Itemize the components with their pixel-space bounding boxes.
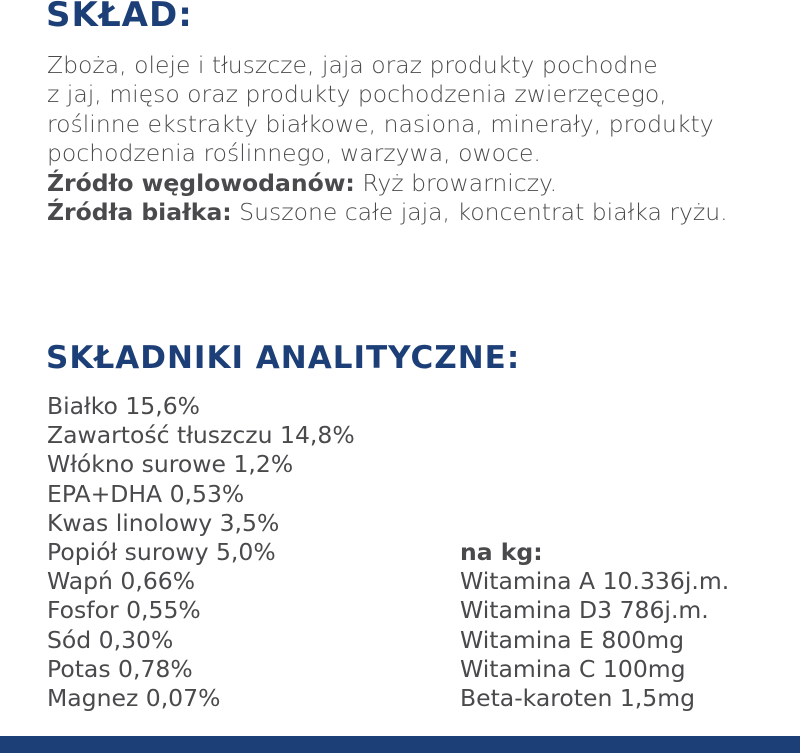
carbohydrate-source-value: Ryż browarniczy. [354,168,558,197]
vitamin-item: Beta-karoten 1,5mg [460,684,696,713]
analytical-item: Potas 0,78% [47,654,193,683]
analytical-list [47,392,355,713]
vitamin-item: Witamina A 10.336j.m. [460,567,730,596]
analytical-item: Popiół surowy 5,0% [47,538,276,567]
composition-line: z jaj, mięso oraz produkty pochodzenia zwierzęcego, [47,80,667,109]
analytical-item: Kwas linolowy 3,5% [47,508,280,537]
analytical-item: Włókno surowe 1,2% [47,450,294,479]
protein-source-value: Suszone całe jaja, koncentrat białka ryżu. [231,198,728,227]
carbohydrate-source-label: Źródło węglowodanów: [47,168,355,197]
composition-line: Zboża, oleje i tłuszcze, jaja oraz produkty pochodne [47,51,658,79]
vitamin-item: Witamina D3 786j.m. [460,596,709,625]
protein-source-line [47,198,787,227]
vitamin-list [460,538,729,713]
analytical-item: Fosfor 0,55% [47,596,201,625]
analytical-item: Sód 0,30% [47,625,174,654]
composition-line: roślinne ekstrakty białkowe, nasiona, minerały, produkty [47,109,714,138]
composition-heading: SKŁAD: [46,0,193,35]
analytical-item: Magnez 0,07% [47,684,221,713]
per-kg-title: na kg: [460,538,543,566]
composition-text [47,51,787,227]
vitamin-item: Witamina C 100mg [460,654,686,683]
analytical-item: Białko 15,6% [47,392,201,420]
bottom-bar [0,736,800,753]
composition-line: pochodzenia roślinnego, warzywa, owoce. [47,139,541,168]
carbohydrate-source-line [47,169,787,198]
analytical-constituents-heading: SKŁADNIKI ANALITYCZNE: [46,340,521,376]
vitamin-item: Witamina E 800mg [460,625,685,654]
analytical-item: Wapń 0,66% [47,567,196,596]
analytical-item: EPA+DHA 0,53% [47,479,245,508]
protein-source-label: Źródła białka: [47,198,232,227]
analytical-item: Zawartość tłuszczu 14,8% [47,421,355,450]
